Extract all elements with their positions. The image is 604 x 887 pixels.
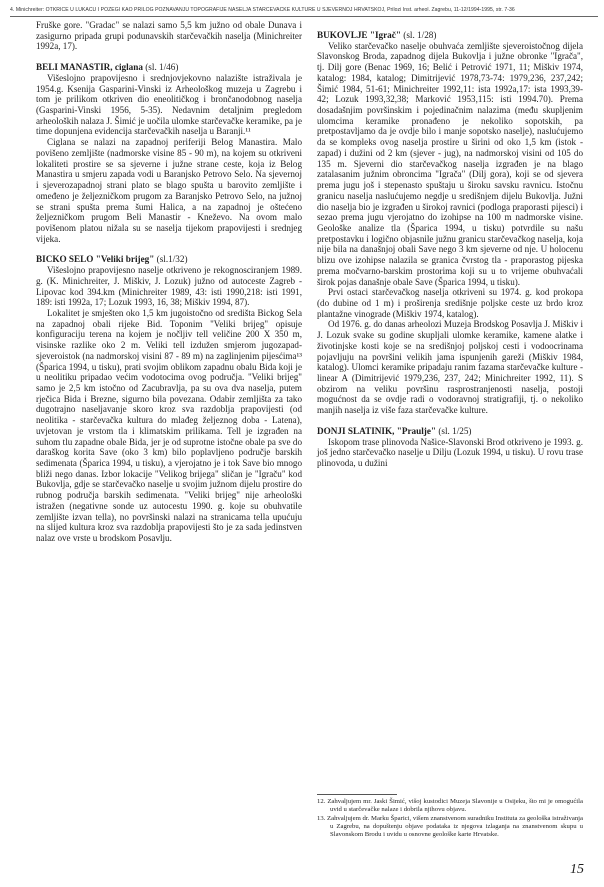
figure-reference: (sl. 1/28)	[403, 30, 437, 40]
footnote-rule	[317, 794, 397, 795]
section-title: BUKOVLJE "Igrač"	[317, 30, 401, 40]
section-heading	[317, 30, 583, 41]
footnotes	[317, 798, 583, 839]
header-rule	[10, 16, 598, 17]
section-heading	[317, 426, 583, 437]
body-paragraph: Prvi ostaci starčevačkog naselja otkriveni su 1974. g. kod prokopa (do dubine od 1 m) i proširenja središnje poljske ceste uz brdo kroz plantažne vinograde (Miškiv 1974, katalog).	[317, 287, 583, 319]
figure-reference: (sl.1/32)	[156, 254, 188, 265]
left-column	[36, 20, 302, 544]
body-paragraph: Veliko starčevačko naselje obuhvaća zemljište sjeveroistočnog dijela Slavonskog Broda, zapadnog dijela Bukovlja i južne obronke "Igrača", tj. Dilj gore (Benac 1969, 16; Belić i Petrović 1971, 11; Miškiv 1974, katalog: 1984, katalog; Dimitrijević 1978,73-74: 1979,236, 237,242; Šimić 1984, 51-61; Minichreiter 1992,11: ista 1992a,17: ista 1993,39-42; Lozuk 1993,32,38; Marković 1953,115: isti 1994.70). Prema dosadašnjim površinskim i pojedinačnim nalazima (među skupljenim ulomcima keramike pronađeno je nekoliko sopotskih, pa pretpostavljamo da je ovdje bilo i manje sopotsko naselje), naslućujemo da se kompleks ovog naselja prostire u širini od oko 1,5 km (istok - zapad) i dužini od 2 km (sjever - jug), na nadmorskoj visini od 105 do 135 m. Sjeverni dio starčevačkog naselja izgrađen je na blago zatalasanim južnim obroncima "Igrača" (Dilj gora), koji se od sjevera prema jugu još i stepenasto spuštaju u široku savsku ravnicu. Istočnu granicu naselja naslućujemo negdje u središnjem dijelu Bukovlja. Južni dio naselja bio je izgrađen u širokoj ravnici (podloga praporasti pijesci) i sezao prema jugu vjerojatno do izohipse na 100 m nadmorske visine. Geološke analize tla (Šparica 1994, u tisku) potvrdile su našu pretpostavku i logično objasnile južnu granicu starčevačkog naselja, koja nije bila na današnjoj obali Save nego 3 km sjeverne od nje. U holocenu blizu ove izohipse nalazila se granica čvrstog tla - praporastog pijeska prema močvarno-barskim prostorima koji su u to vrijeme obuhvaćali širok pojas današnje obale Save (Šparica 1994, u tisku).	[317, 40, 583, 287]
section-heading	[36, 254, 302, 265]
body-paragraph: Lokalitet je smješten oko 1,5 km jugoistočno od središta Bickog Sela na zapadnoj obali rijeke Bid. Toponim "Veliki brijeg" opisuje konfiguraciju terena na kojem je nočljiv tell veličine 200 X 350 m, visinske razlike oko 2 m. Veliki tell izdužen smjerom jugozapad-sjeveroistok (na nadmorskoj visini 87 - 89 m) na zaglinjenim pijesćima¹³ (Šparica 1994, u tisku), prati svojim oblikom zapadnu obalu Bida koji je u neolitiku pripadao većim vodotocima ovog područja. "Veliki brijeg" samo je 2,5 km istočno od Zacubravlja, pa su ova dva naselja, putem rječica Bida i Brezne, sigurno bila povezana. Odabir zemljišta za tako dugotrajno naseljavanje skoro kroz sva razdoblja prapovijesti (od neolitika - starčevačka kultura do mlađeg željeznog doba - Latena), uvjetovan je vrstom tla i klimatskim prilikama. Tell je izgrađen na suhom tlu zapadne obale Bida, jer je od suprotne istočne obale pa sve do daraškog korita Save (oko 3 km) bilo poplavljeno područje barskih sedimenata (Šparica 1994, u tisku), a vjerojatno je i tok Save bio mnogo bliži nego danas. Izbor lokacije "Velikog brijega" sličan je "Igraču" kod Bukovlja, gdje se starčevačko naselje u svojim južnom dijelu prostire do rubnog područja barskih sedimenata. "Veliki brijeg" nije arheološki istražen (negativne sonde uz autocestu 1990. g. koje su obuhvatile zemljište izvan tella), no površinski nalazi na stranicama tella upućuju na slijed kultura kroz sva razdoblja prapovijesti što je za sada jedinstven nalaz ove vrste u brodskom Posavlju.	[36, 307, 302, 544]
body-paragraph: Iskopom trase plinovoda Našice-Slavonski Brod otkriveno je 1993. g. još jedno starčevačko naselje u Dilju (Lozuk 1994, u tisku). U rovu trase plinovoda, u dužini	[317, 436, 583, 469]
running-head: 4. Minichreiter: OTKRIĆE U LUKAČU I POŽEGI KAO PRILOG POZNAVANJU TOPOGRAFIJE NASELJA STARČEVAČKE KULTURE U SJEVERNOJ HRVATSKOJ, Prilozi Inst. arheol. Zagrebu, 11-12/1994-1995, str. 7-36	[10, 7, 515, 13]
body-paragraph: Fruške gore. "Gradac" se nalazi samo 5,5 km južno od obale Dunava i zasigurno pripada grupi podunavskih starčevačkih naselja (Minichreiter 1992a, 17).	[36, 20, 302, 52]
footnote: 12. Zahvaljujem mr. Jaski Šimić, višoj kustodici Muzeja Slavonije u Osijeku, što mi je omogućila uvid u starčevačke nalaze i dobrila njihovu objavu.	[317, 798, 583, 814]
body-paragraph: Ciglana se nalazi na zapadnoj periferiji Belog Manastira. Malo povišeno zemljište (nadmorske visine 85 - 90 m), na kojem su otkriveni lokaliteti prostire se sa sjeverne i južne strane ceste, koja iz Belog Manastira u smjeru zapada vodi u Baranjsko Petrovo Selo. Na sjevernoj i sjeverozapadnoj strani plato se blago spušta u barovito zemljište i omeđeno je željezničkom prugom za Baranjsko Petrovo Selo, na južnoj se strani spušta prema šumi Halica, a na zapadnoj je oštećeno željezničkom prugom Beli Manastir - Kneževo. Na ovom malo povišenom platou nižala su se naselja tijekom prapovijesti i srednjeg vijeka.	[36, 137, 302, 244]
figure-reference: (sl. 1/25)	[438, 425, 472, 436]
section-title: BICKO SELO "Veliki brijeg"	[36, 254, 155, 265]
figure-reference: (sl. 1/46)	[145, 62, 179, 73]
section-title: DONJI SLATINIK, "Praulje"	[317, 425, 437, 436]
body-paragraph: Višeslojno prapovijesno i srednjovjekovno nalazište istraživala je 1954.g. Ksenija Gasparini-Vinski iz Arheološkog muzeja u Zagrebu i tom je prilikom otkriven dio eneolitičkog i brončanodobnog naselja (Gasparini-Vinski 1956, 5-35). Nedavnim detaljnim pregledom arheoloških nalaza J. Šimić je uočila ulomke starčevačke keramike, pa je time dopunjena evidencija starčevačkih naselja u Baranji.¹¹	[36, 72, 302, 137]
footnote: 13. Zahvaljujem dr. Marku Šparici, višem znanstvenom suradniku Instituta za geološka istraživanja u Zagrebu, na dopuštenju objave podataka iz njegova izlaganja na znanstvenom skupu u Slavonskom Brodu i uvidu u osnovne geološke karte Hrvatske.	[317, 814, 583, 839]
page-number: 15	[570, 862, 584, 877]
section-heading	[36, 62, 302, 73]
body-paragraph: Od 1976. g. do danas arheolozi Muzeja Brodskog Posavlja J. Miškiv i J. Lozuk svake su godine skupljali ulomke keramike, kamene alatke i životinjske kosti koje se na središnjoj poljskoj cesti i vodoocrinama pojavljuju na površini velikih jama ispunjenih gareži (Miškiv 1984, katalog). Ulomci keramike pripadaju ranim fazama starčevačke kulture - linear A (Dimitrijević 1979,236, 237, 242; Minichreiter 1992, 11). S obzirom na veliku površinu rasprostranjenosti naselja, postoji mogućnost da se ovdje radi o vodoravnoj stratigrafiji, tj. o nekoliko manjih naselja iz više faza starčevačke kulture.	[317, 319, 583, 416]
right-column	[317, 20, 583, 469]
section-title: BELI MANASTIR, ciglana	[36, 62, 143, 73]
body-paragraph: Višeslojno prapovijesno naselje otkriveno je rekognosciranjem 1989. g. (K. Minichreiter, J. Miškiv, J. Lozuk) južno od autoceste Zagreb - Lipovac kod 394.km (Minichreiter 1989, 43: isti 1990,218: isti 1991, 189: isti 1992a, 17; Lozuk 1993, 16, 38; Miškiv 1994, 87).	[36, 265, 302, 308]
